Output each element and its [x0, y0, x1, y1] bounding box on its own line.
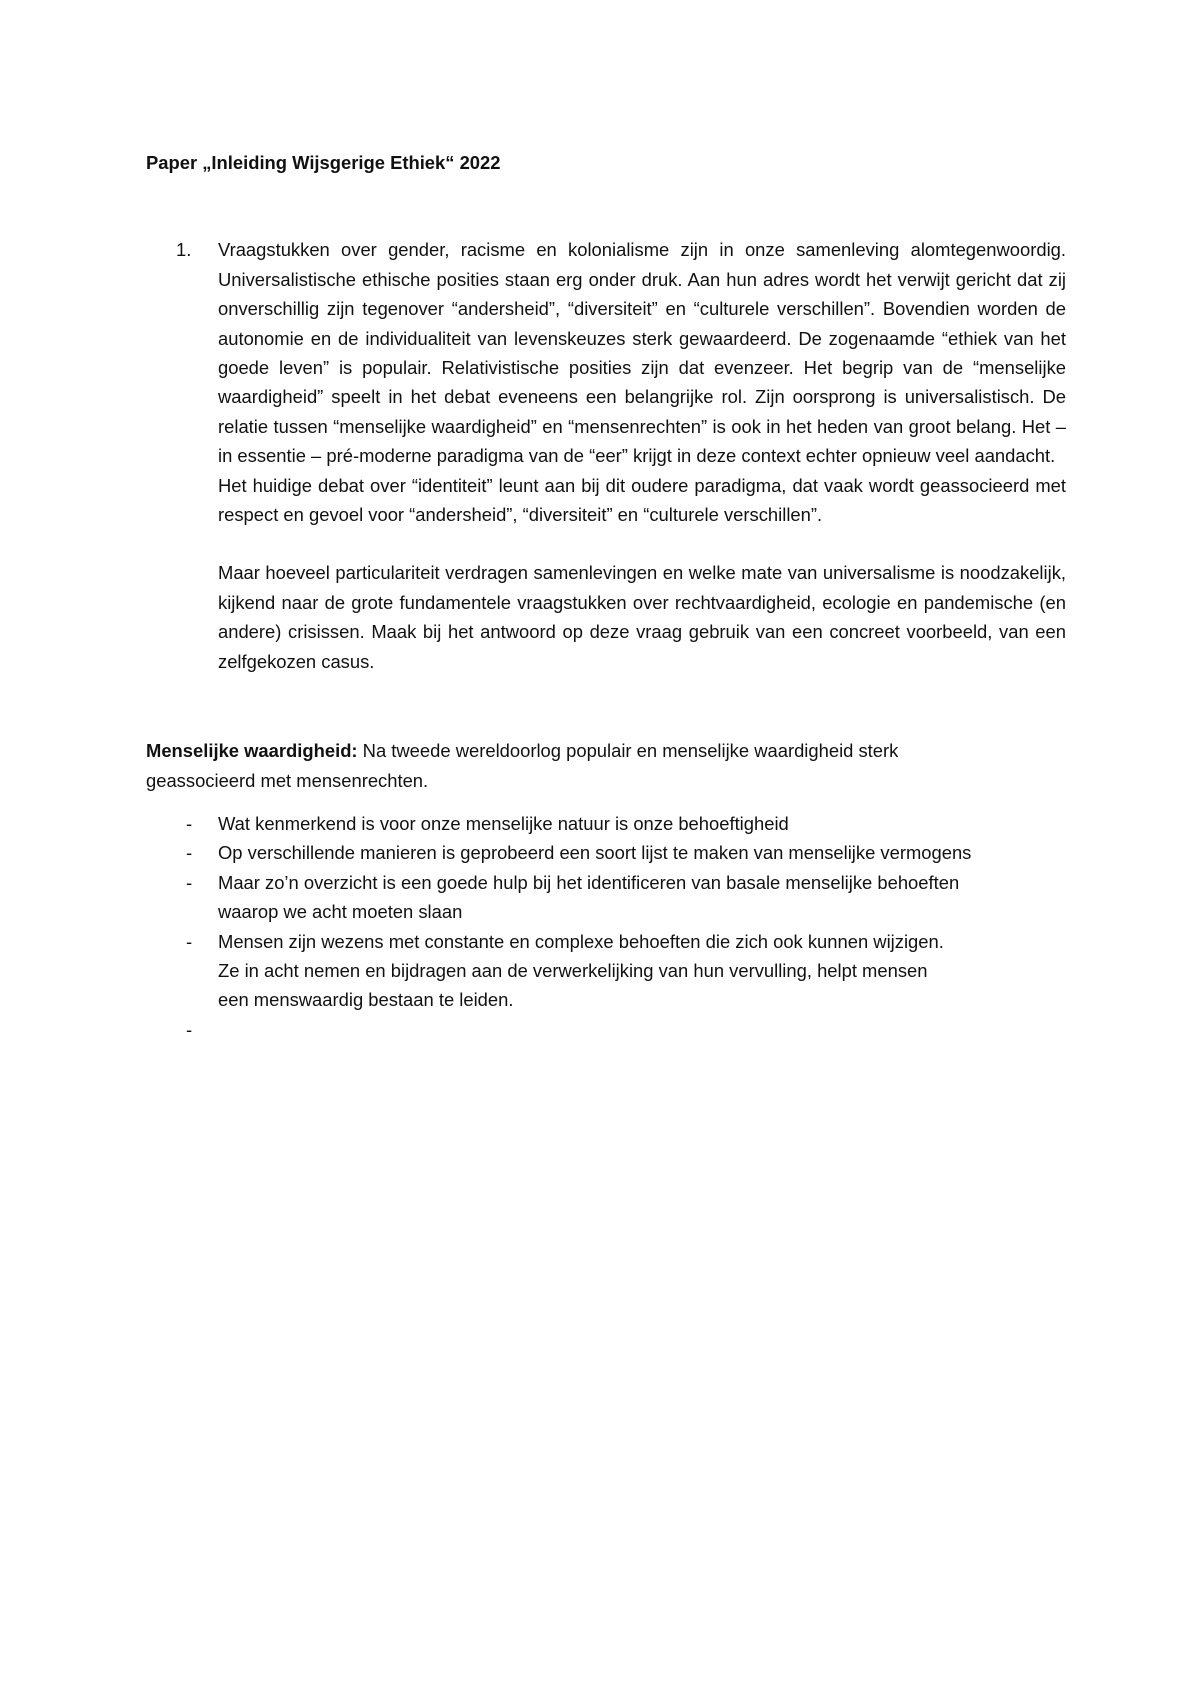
list-item-text — [218, 927, 1006, 1015]
list-item-line: Maar zo’n overzicht is een goede hulp bij het identificeren van basale menselijke behoeften — [218, 871, 960, 893]
list-item-line: Mensen zijn wezens met constante en complexe behoeften die zich ook kunnen wijzigen. — [218, 930, 944, 952]
bullet-dash: - — [186, 1018, 193, 1040]
list-item-line: een menswaardig bestaan te leiden. — [218, 989, 514, 1011]
section-heading: Menselijke waardigheid: — [146, 740, 358, 762]
question-body — [218, 235, 1066, 676]
list-item — [146, 809, 1006, 838]
question-paragraph-1: Vraagstukken over gender, racisme en kolonialisme zijn in onze samenleving alomtegenwoordig. Universalistische ethische posities staan erg onder druk. Aan hun adres wordt het verwijt gericht dat zij onverschillig zijn tegenover “andersheid”, “diversiteit” en “culturele verschillen”. Bovendien worden de autonomie en de individualiteit van levenskeuzes sterk gewaardeerd. De zogenaamde “ethiek van het goede leven” is populair. Relativistische posities zijn dat evenzeer. Het begrip van de “menselijke waardigheid” speelt in het debat eveneens een belangrijke rol. Zijn oorsprong is universalistisch. De relatie tussen “menselijke waardigheid” en “mensenrechten” is ook in het heden van groot belang. Het – in essentie – pré-moderne paradigma van de “eer” krijgt in deze context echter opnieuw veel aandacht. — [218, 239, 1066, 467]
list-item-line: Op verschillende manieren is geprobeerd een soort lijst te maken van menselijke vermogens — [218, 842, 972, 864]
list-item-text — [218, 868, 1006, 927]
list-item-line: waarop we acht moeten slaan — [218, 901, 463, 923]
question-paragraph-2: Het huidige debat over “identiteit” leunt aan bij dit oudere paradigma, dat vaak wordt geassocieerd met respect en gevoel voor “andersheid”, “diversiteit” en “culturele verschillen”. — [218, 474, 1066, 526]
list-item-line: Ze in acht nemen en bijdragen aan de verwerkelijking van hun vervulling, helpt mensen — [218, 959, 928, 981]
list-item-line: Wat kenmerkend is voor onze menselijke natuur is onze behoeftigheid — [218, 812, 789, 834]
section-menselijke-waardigheid — [146, 736, 1006, 1044]
question-number: 1. — [176, 239, 192, 261]
list-item-text — [218, 1015, 1006, 1044]
bullet-list — [146, 809, 1006, 1044]
question-1 — [146, 235, 1066, 676]
bullet-dash: - — [186, 842, 193, 864]
document-title: Paper „Inleiding Wijsgerige Ethiek“ 2022 — [146, 152, 501, 173]
list-item-text — [218, 838, 1006, 867]
list-item — [146, 927, 1006, 1015]
bullet-dash: - — [186, 871, 193, 893]
section-intro-text: Na tweede wereldoorlog populair en menselijke waardigheid sterk geassocieerd met mensenrechten. — [146, 740, 899, 791]
question-paragraph-3: Maar hoeveel particulariteit verdragen samenlevingen en welke mate van universalisme is noodzakelijk, kijkend naar de grote fundamentele vraagstukken over rechtvaardigheid, ecologie en pandemische (en andere) crisissen. Maak bij het antwoord op deze vraag gebruik van een concreet voorbeeld, van een zelfgekozen casus. — [218, 562, 1066, 672]
bullet-dash: - — [186, 812, 193, 834]
list-item — [146, 868, 1006, 927]
list-item — [146, 838, 1006, 867]
list-item-text — [218, 809, 1006, 838]
bullet-dash: - — [186, 930, 193, 952]
list-item-empty — [146, 1015, 1006, 1044]
section-intro — [146, 736, 1006, 795]
